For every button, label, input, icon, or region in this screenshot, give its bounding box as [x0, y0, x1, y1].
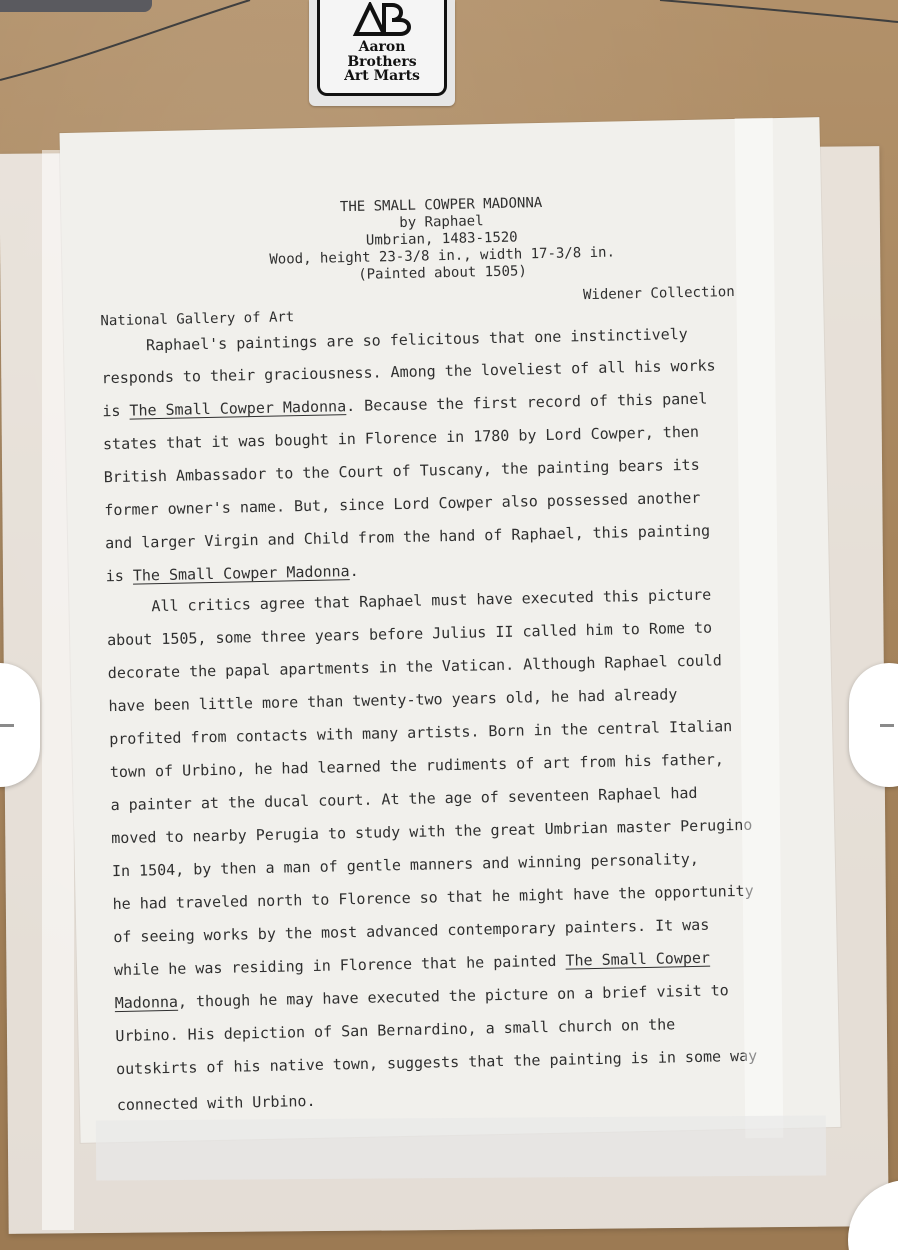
ab-logo-icon	[350, 2, 414, 36]
body-line-3	[102, 390, 707, 421]
top-left-bar	[0, 0, 152, 12]
doc-dimensions: Wood, height 23-3/8 in., width 17-3/8 in.	[269, 244, 616, 268]
painting-title-underlined: The Small Cowper Madonna	[129, 397, 347, 420]
body-line-17: In 1504, by then a man of gentle manners and winning personality,	[111, 849, 700, 881]
typed-document	[60, 117, 841, 1143]
painting-title-underlined: The Small Cowper Madonna	[132, 562, 350, 585]
doc-gallery: National Gallery of Art	[100, 309, 295, 330]
body-line-24: connected with Urbino.	[116, 1091, 316, 1115]
body-line-21	[115, 981, 729, 1012]
doc-dates: Umbrian, 1483-1520	[365, 229, 518, 249]
body-line-11: decorate the papal apartments in the Vatican. Although Raphael could	[107, 651, 722, 683]
next-image-button[interactable]	[849, 663, 898, 787]
body-text: is	[102, 401, 130, 421]
body-text: . Because the first record of this panel	[345, 389, 708, 416]
tape-bottom	[96, 1115, 826, 1180]
body-line-1: Raphael's paintings are so felicitous that one instinctively	[145, 324, 688, 355]
body-line-23: outskirts of his native town, suggests that the painting is in some way	[115, 1046, 758, 1079]
body-text: , though he may have executed the picture on a brief visit to	[177, 981, 729, 1011]
body-line-4: states that it was bought in Florence in 1780 by Lord Cowper, then	[102, 422, 700, 454]
body-line-22: Urbino. His depiction of San Bernardino, a small church on the	[115, 1015, 676, 1046]
minus-icon	[0, 724, 14, 727]
minus-icon	[880, 724, 894, 727]
body-line-15: a painter at the ducal court. At the age of seventeen Raphael had	[110, 783, 698, 815]
body-line-9: All critics agree that Raphael must have executed this picture	[151, 585, 712, 616]
sticker-line-1: Aaron	[358, 39, 406, 55]
doc-title: THE SMALL COWPER MADONNA	[339, 194, 543, 216]
body-line-12: have been little more than twenty-two years old, he had already	[108, 685, 678, 716]
body-line-5: British Ambassador to the Court of Tuscany, the painting bears its	[103, 455, 700, 487]
body-line-16: moved to nearby Perugia to study with the great Umbrian master Perugino	[111, 815, 753, 848]
body-line-13: profited from contacts with many artists. Born in the central Italian	[109, 717, 733, 749]
body-line-2: responds to their graciousness. Among the loveliest of all his works	[101, 356, 716, 388]
painting-title-underlined: Madonna	[114, 992, 179, 1013]
sticker-line-2: Brothers	[347, 54, 417, 70]
body-line-14: town of Urbino, he had learned the rudiments of art from his father,	[109, 750, 725, 782]
body-line-7: and larger Virgin and Child from the hand of Raphael, this painting	[104, 521, 711, 553]
doc-painted: (Painted about 1505)	[358, 263, 527, 283]
doc-collection: Widener Collection	[582, 283, 735, 304]
sticker-line-3: Art Marts	[344, 68, 420, 84]
body-line-18: he had traveled north to Florence so that he might have the opportunity	[112, 881, 754, 914]
doc-byline: by Raphael	[399, 213, 484, 231]
body-line-20	[114, 949, 710, 979]
frame-shop-sticker	[309, 0, 455, 106]
sticker-border	[317, 0, 447, 96]
body-line-19: of seeing works by the most advanced contemporary painters. It was	[113, 915, 710, 947]
body-text: while he was residing in Florence that he painted	[113, 951, 566, 980]
body-line-8	[106, 562, 359, 585]
body-line-6: former owner's name. But, since Lord Cowper also possessed another	[104, 488, 701, 520]
body-text: is	[105, 566, 134, 586]
painting-title-underlined: The Small Cowper	[565, 948, 711, 970]
body-line-10: about 1505, some three years before Julius II called him to Rome to	[106, 618, 713, 650]
body-text: .	[349, 561, 359, 581]
